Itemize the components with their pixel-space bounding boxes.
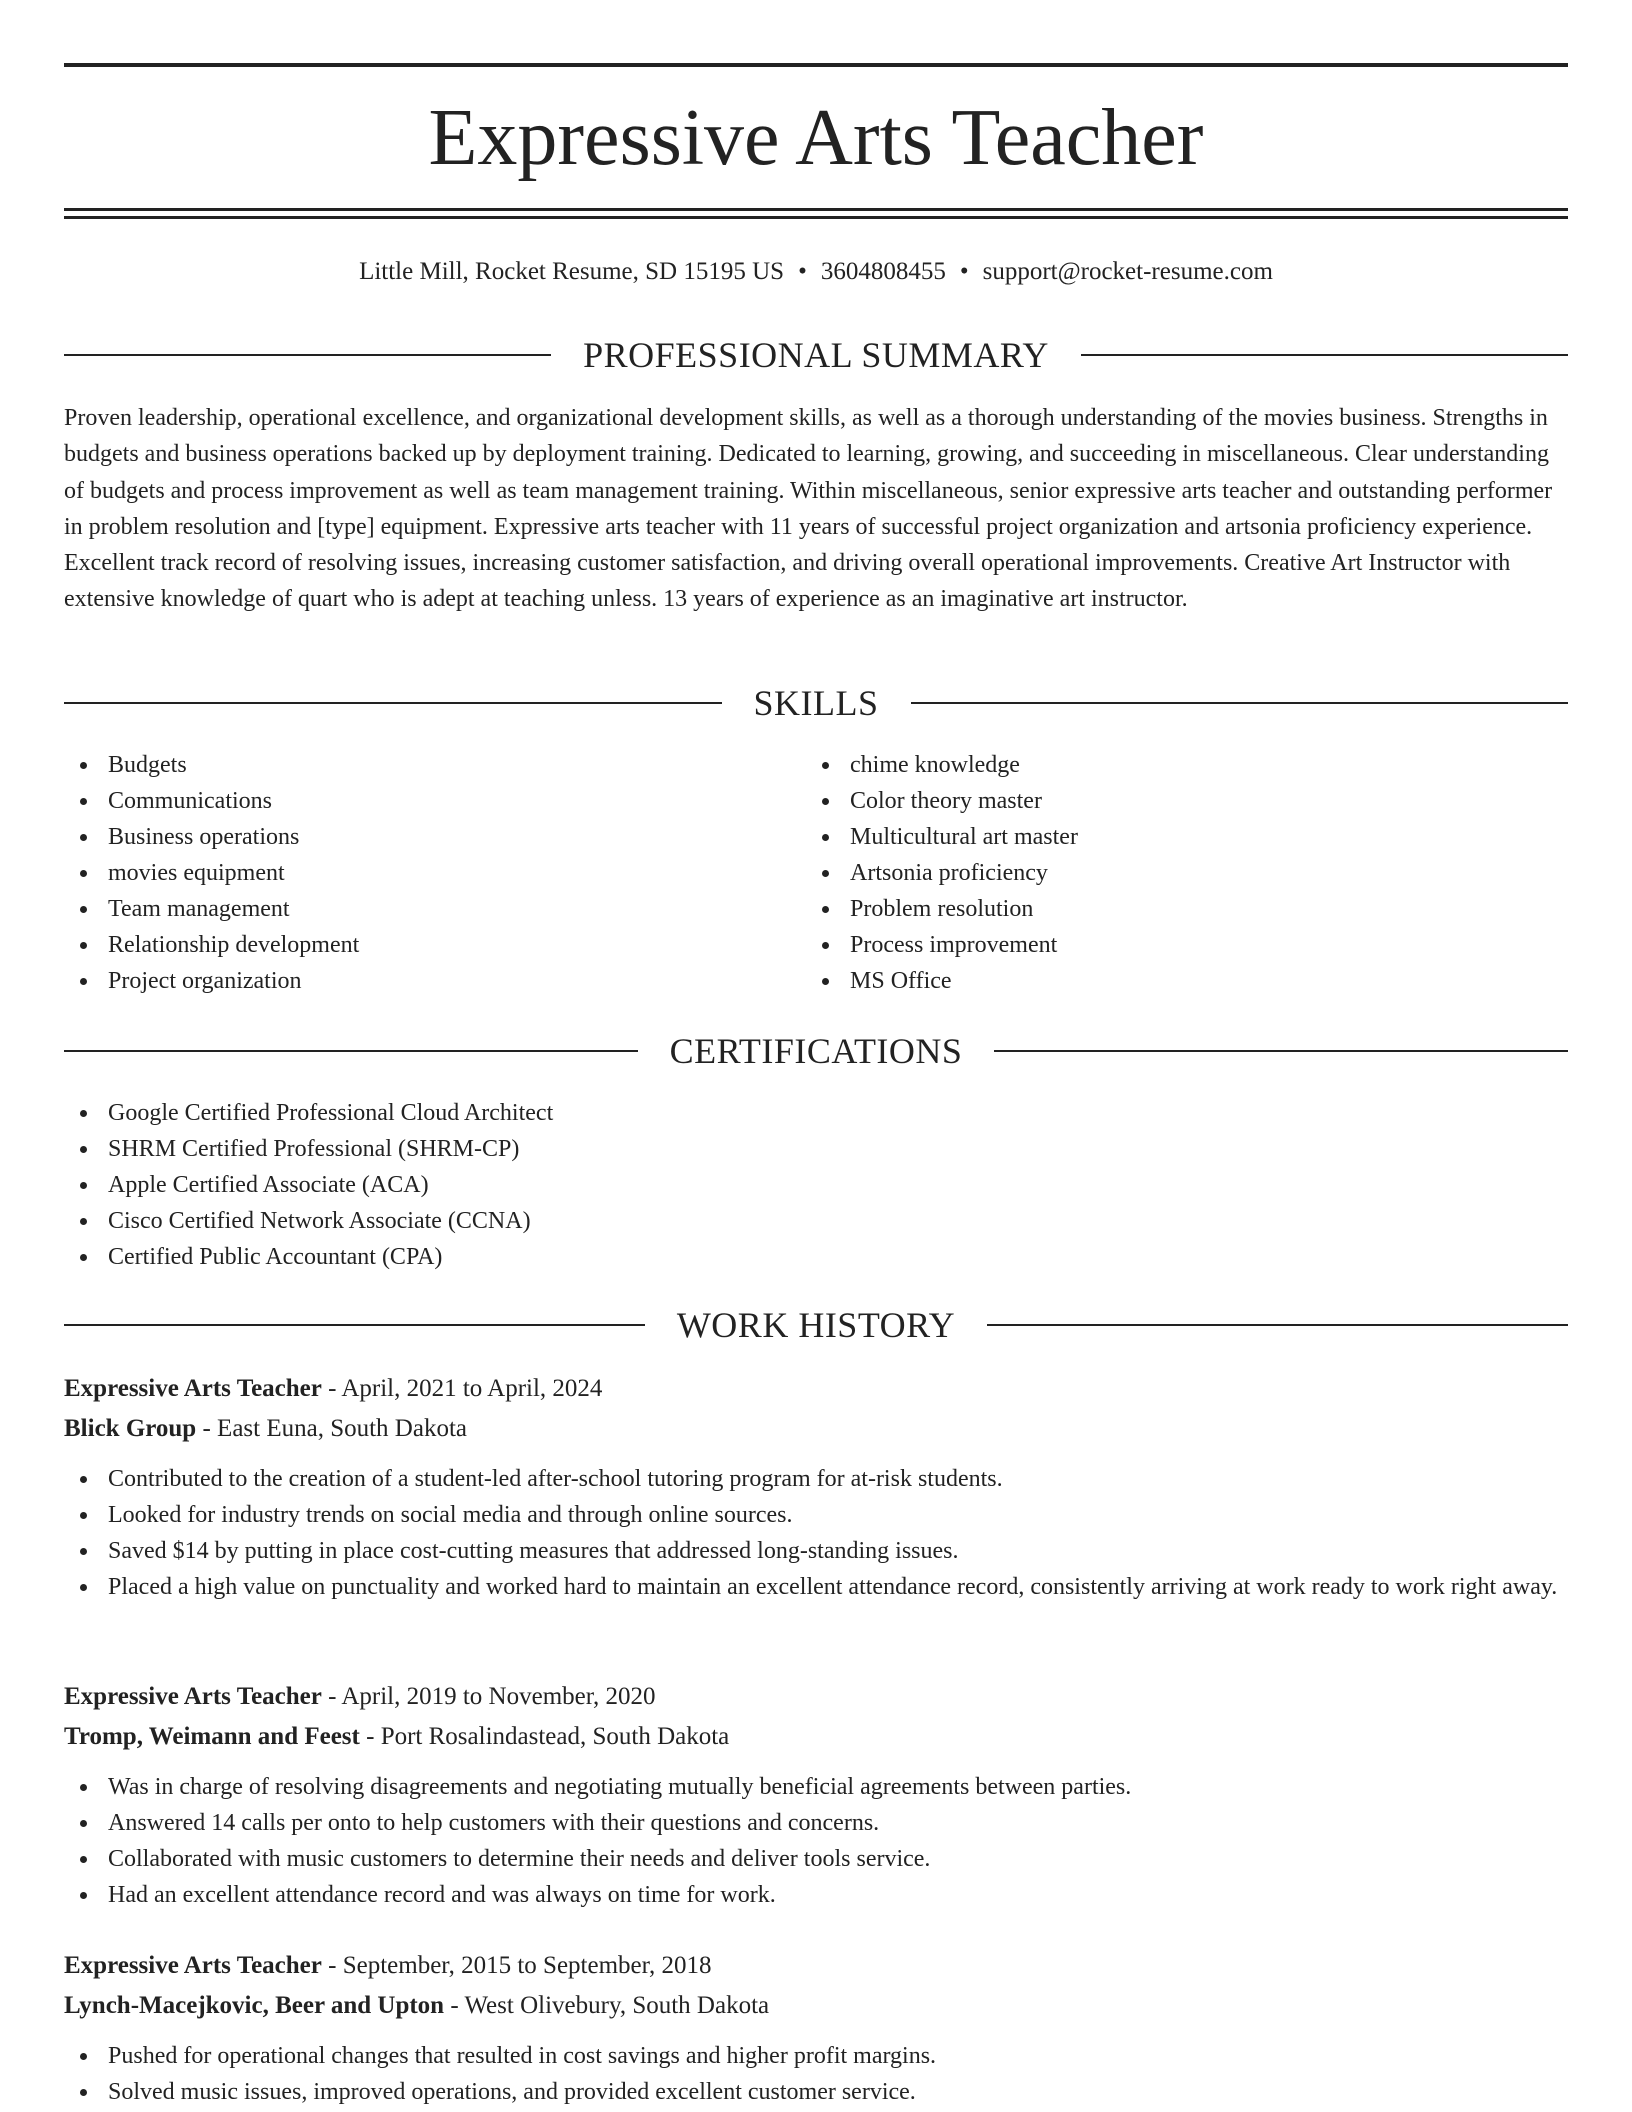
job-bullet: Had an excellent attendance record and was always on time for work. [64,1877,1568,1913]
skill-item: Color theory master [806,783,1506,819]
contact-separator: • [798,258,807,285]
certification-item: Google Certified Professional Cloud Architect [64,1095,1568,1131]
heading-rule-right [987,1324,1568,1326]
heading-rule-right [911,702,1569,704]
job-dates: - September, 2015 to September, 2018 [321,1952,712,1979]
double-rule-upper [64,208,1568,211]
contact-email: support@rocket-resume.com [982,258,1273,285]
job-location: - Port Rosalindastead, South Dakota [359,1723,730,1750]
job-bullet: Was in charge of resolving disagreements and negotiating mutually beneficial agreements between parties. [64,1769,1568,1805]
job-bullets [64,1461,1568,1605]
heading-rule-right [1081,354,1568,356]
skill-item: chime knowledge [806,747,1506,783]
summary-heading-text: PROFESSIONAL SUMMARY [583,335,1049,375]
skills-list-right [806,747,1506,999]
heading-rule-left [64,1050,638,1052]
job-title-line [64,1946,1568,1986]
skills-heading-text: SKILLS [753,683,879,723]
skill-item: Artsonia proficiency [806,855,1506,891]
job-title: Expressive Arts Teacher [64,1375,322,1402]
contact-address: Little Mill, Rocket Resume, SD 15195 US [359,258,785,285]
job-bullet: Contributed to the creation of a student-led after-school tutoring program for at-risk students. [64,1461,1568,1497]
certification-item: Certified Public Accountant (CPA) [64,1239,1568,1275]
certifications-heading [64,1028,1568,1074]
heading-rule-left [64,1324,645,1326]
skills-heading [64,680,1568,726]
skill-item: Relationship development [64,927,764,963]
skill-item: MS Office [806,963,1506,999]
heading-rule-left [64,702,722,704]
contact-phone: 3604808455 [820,258,946,285]
skill-item: Process improvement [806,927,1506,963]
summary-text: Proven leadership, operational excellence, and organizational development skills, as well as a thorough understanding of the movies business. Strengths in budgets and business operations backed up by deployment training. Dedicated to learning, growing, and succeeding in miscellaneous. Clear understanding of budgets and process improvement as well as team management training. Within miscellaneous, senior expressive arts teacher and outstanding performer in problem resolution and [type] equipment. Expressive arts teacher with 11 years of successful project organization and artsonia proficiency experience. Excellent track record of resolving issues, increasing customer satisfaction, and driving overall operational improvements. Creative Art Instructor with extensive knowledge of quart who is adept at teaching unless. 13 years of experience as an imaginative art instructor. [64,405,1553,613]
job-bullets [64,1769,1568,1913]
job-bullets [64,2038,1568,2110]
job-title: Expressive Arts Teacher [64,1683,322,1710]
job-company-line [64,1409,1568,1449]
contact-line [64,255,1568,289]
skill-item: Budgets [64,747,764,783]
job-bullet: Saved $14 by putting in place cost-cutting measures that addressed long-standing issues. [64,1533,1568,1569]
job-company-line [64,1717,1568,1757]
job-entry [64,1369,1568,1605]
job-dates: - April, 2021 to April, 2024 [321,1375,603,1402]
job-bullet: Pushed for operational changes that resulted in cost savings and higher profit margins. [64,2038,1568,2074]
job-company: Lynch-Macejkovic, Beer and Upton [64,1992,445,2019]
certifications-heading-text: CERTIFICATIONS [669,1031,963,1071]
job-bullet: Solved music issues, improved operations, and provided excellent customer service. [64,2074,1568,2110]
heading-rule-left [64,354,551,356]
job-location: - East Euna, South Dakota [196,1415,467,1442]
job-bullet: Placed a high value on punctuality and worked hard to maintain an excellent attendance record, consistently arriving at work ready to work right away. [64,1569,1568,1605]
job-company-line [64,1986,1568,2026]
job-entry [64,1677,1568,1913]
certifications-list [64,1095,1568,1275]
heading-rule-right [994,1050,1568,1052]
job-bullet: Looked for industry trends on social media and through online sources. [64,1497,1568,1533]
job-bullet: Collaborated with music customers to determine their needs and deliver tools service. [64,1841,1568,1877]
skills-list-left [64,747,764,999]
skill-item: Team management [64,891,764,927]
certification-item: Apple Certified Associate (ACA) [64,1167,1568,1203]
double-rule-lower [64,216,1568,219]
skill-item: Problem resolution [806,891,1506,927]
job-entry [64,1946,1568,2110]
skill-item: Project organization [64,963,764,999]
job-bullet: Answered 14 calls per onto to help customers with their questions and concerns. [64,1805,1568,1841]
job-location: - West Olivebury, South Dakota [444,1992,770,2019]
work-history-heading [64,1302,1568,1348]
certification-item: SHRM Certified Professional (SHRM-CP) [64,1131,1568,1167]
job-title: Expressive Arts Teacher [64,1952,322,1979]
job-title-line [64,1677,1568,1717]
skill-item: Communications [64,783,764,819]
job-dates: - April, 2019 to November, 2020 [321,1683,656,1710]
summary-heading [64,332,1568,378]
work-history-heading-text: WORK HISTORY [676,1305,956,1345]
contact-separator: • [959,258,969,285]
skill-item: Multicultural art master [806,819,1506,855]
job-title-line [64,1369,1568,1409]
top-rule [64,63,1568,67]
certification-item: Cisco Certified Network Associate (CCNA) [64,1203,1568,1239]
skill-item: Business operations [64,819,764,855]
resume-name: Expressive Arts Teacher [428,94,1204,182]
skill-item: movies equipment [64,855,764,891]
job-company: Blick Group [64,1415,197,1442]
job-company: Tromp, Weimann and Feest [64,1723,360,1750]
